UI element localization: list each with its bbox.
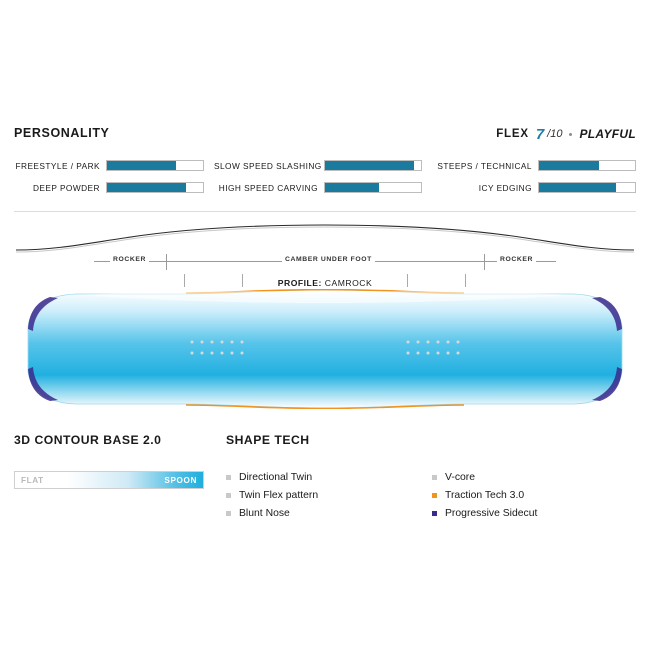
flex-rating-group [496, 126, 636, 142]
camber-profile-curve [14, 224, 636, 272]
camber-profile-diagram [14, 224, 636, 290]
bullet-square-icon [432, 511, 437, 516]
shape-tech-label: Progressive Sidecut [445, 507, 538, 519]
bullet-square-icon [226, 511, 231, 516]
shape-tech-label: Traction Tech 3.0 [445, 489, 525, 501]
attribute-label: ICY EDGING [478, 182, 532, 193]
shape-tech-label: Twin Flex pattern [239, 489, 319, 501]
bullet-square-icon [432, 475, 437, 480]
personality-header [14, 126, 636, 146]
attribute-bars [14, 159, 636, 203]
attribute-bar [538, 160, 636, 171]
shape-tech-section-title: SHAPE TECH [226, 433, 310, 447]
contour-section-title: 3D CONTOUR BASE 2.0 [14, 433, 162, 447]
attribute-freestyle-park [14, 159, 204, 172]
contour-scale [14, 471, 204, 489]
attribute-label: STEEPS / TECHNICAL [437, 160, 532, 171]
shape-tech-label: Blunt Nose [239, 507, 290, 519]
attribute-slow-speed-slashing [214, 159, 422, 172]
shape-tech-label: Directional Twin [239, 471, 313, 483]
attribute-bar [106, 160, 204, 171]
attribute-bar [538, 182, 636, 193]
attribute-deep-powder [14, 181, 204, 194]
attribute-label: SLOW SPEED SLASHING [214, 160, 322, 171]
list-item [226, 468, 426, 486]
attribute-label: FREESTYLE / PARK [15, 160, 100, 171]
attribute-label: DEEP POWDER [32, 182, 100, 193]
flex-label: FLEX [496, 128, 529, 140]
attribute-icy-edging [432, 181, 636, 194]
flex-descriptor: PLAYFUL [579, 127, 636, 141]
zone-tick-right [484, 254, 485, 270]
attribute-label: HIGH SPEED CARVING [218, 182, 318, 193]
profile-caption-value: CAMROCK [324, 278, 373, 288]
profile-caption [14, 278, 636, 288]
separator-dot-icon [569, 133, 572, 136]
shape-tech-column-left [226, 468, 426, 522]
list-item [432, 504, 632, 522]
shape-tech-column-right [432, 468, 632, 522]
attribute-bar [324, 182, 422, 193]
contour-scale-right-label: SPOON [164, 476, 197, 485]
list-item [432, 486, 632, 504]
profile-caption-label: PROFILE: [277, 278, 322, 288]
list-item [432, 468, 632, 486]
flex-max: /10 [547, 128, 563, 140]
section-divider [14, 211, 636, 212]
board-illustration [14, 289, 636, 409]
flex-value: 7 [535, 125, 545, 143]
bullet-square-icon [432, 493, 437, 498]
bullet-square-icon [226, 493, 231, 498]
page-title: PERSONALITY [14, 126, 110, 140]
attribute-bar [324, 160, 422, 171]
zone-label-rocker-left: ROCKER [110, 256, 149, 263]
list-item [226, 486, 426, 504]
bullet-square-icon [226, 475, 231, 480]
attribute-bar [106, 182, 204, 193]
zone-label-rocker-right: ROCKER [497, 256, 536, 263]
board-graphic [14, 289, 636, 409]
zone-tick-left [166, 254, 167, 270]
attribute-steeps-technical [432, 159, 636, 172]
attribute-high-speed-carving [214, 181, 422, 194]
contour-scale-left-label: FLAT [21, 476, 44, 485]
shape-tech-label: V-core [445, 471, 476, 483]
zone-label-camber: CAMBER UNDER FOOT [282, 256, 375, 263]
list-item [226, 504, 426, 522]
